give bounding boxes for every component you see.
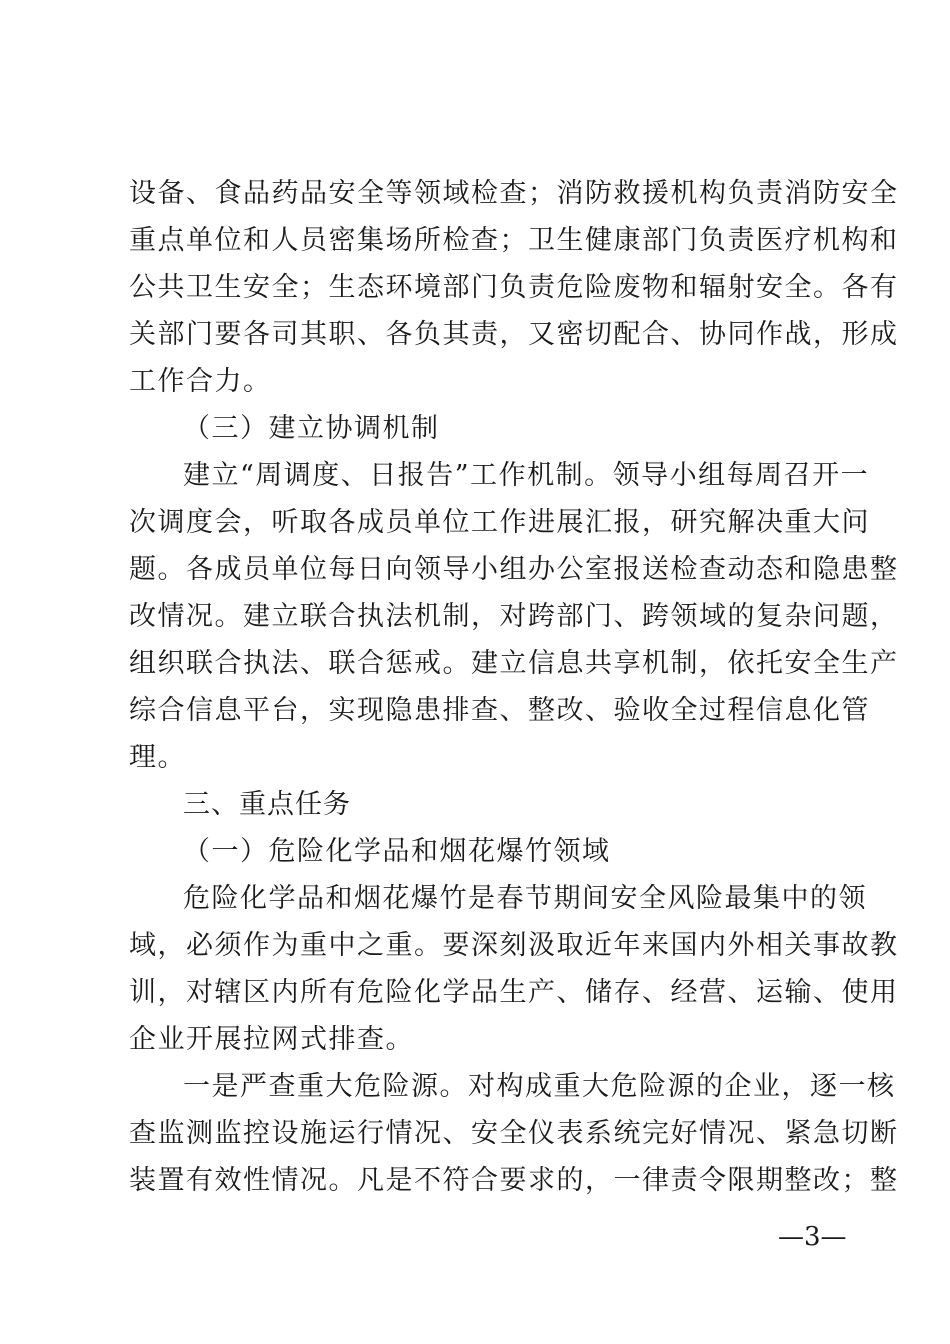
- text-line: 设备、食品药品安全等领域检查；消防救援机构负责消防安全: [129, 178, 899, 209]
- text-line: 改情况。建立联合执法机制，对跨部门、跨领域的复杂问题，: [129, 601, 899, 632]
- text-line: 装置有效性情况。凡是不符合要求的，一律责令限期整改；整: [129, 1165, 899, 1196]
- text-line: 组织联合执法、联合惩戒。建立信息共享机制，依托安全生产: [129, 648, 899, 679]
- text-line: 综合信息平台，实现隐患排查、整改、验收全过程信息化管: [129, 695, 870, 726]
- text-line: 工作合力。: [129, 366, 272, 397]
- text-line: 域，必须作为重中之重。要深刻汲取近年来国内外相关事故教: [129, 930, 899, 961]
- section-subheading: （一）危险化学品和烟花爆竹领域: [183, 836, 611, 867]
- document-body: [129, 170, 899, 1204]
- text-line: 训，对辖区内所有危险化学品生产、储存、经营、运输、使用: [129, 977, 899, 1008]
- section-heading: 三、重点任务: [183, 789, 351, 820]
- text-line: 题。各成员单位每日向领导小组办公室报送检查动态和隐患整: [129, 554, 899, 585]
- text-line: 企业开展拉网式排查。: [129, 1024, 414, 1055]
- section-subheading: （三）建立协调机制: [183, 413, 440, 444]
- text-line: 查监测监控设施运行情况、安全仪表系统完好情况、紧急切断: [129, 1118, 899, 1149]
- text-line: 危险化学品和烟花爆竹是春节期间安全风险最集中的领: [183, 883, 867, 914]
- text-line: 次调度会，听取各成员单位工作进展汇报，研究解决重大问: [129, 507, 870, 538]
- text-line: 理。: [129, 742, 186, 773]
- page-number: —3—: [778, 1222, 847, 1252]
- text-line: 关部门要各司其职、各负其责，又密切配合、协同作战，形成: [129, 319, 899, 350]
- text-line: 重点单位和人员密集场所检查；卫生健康部门负责医疗机构和: [129, 225, 899, 256]
- text-line: 建立“周调度、日报告”工作机制。领导小组每周召开一: [183, 460, 870, 491]
- text-line: 一是严查重大危险源。对构成重大危险源的企业，逐一核: [183, 1071, 896, 1102]
- text-line: 公共卫生安全；生态环境部门负责危险废物和辐射安全。各有: [129, 272, 899, 303]
